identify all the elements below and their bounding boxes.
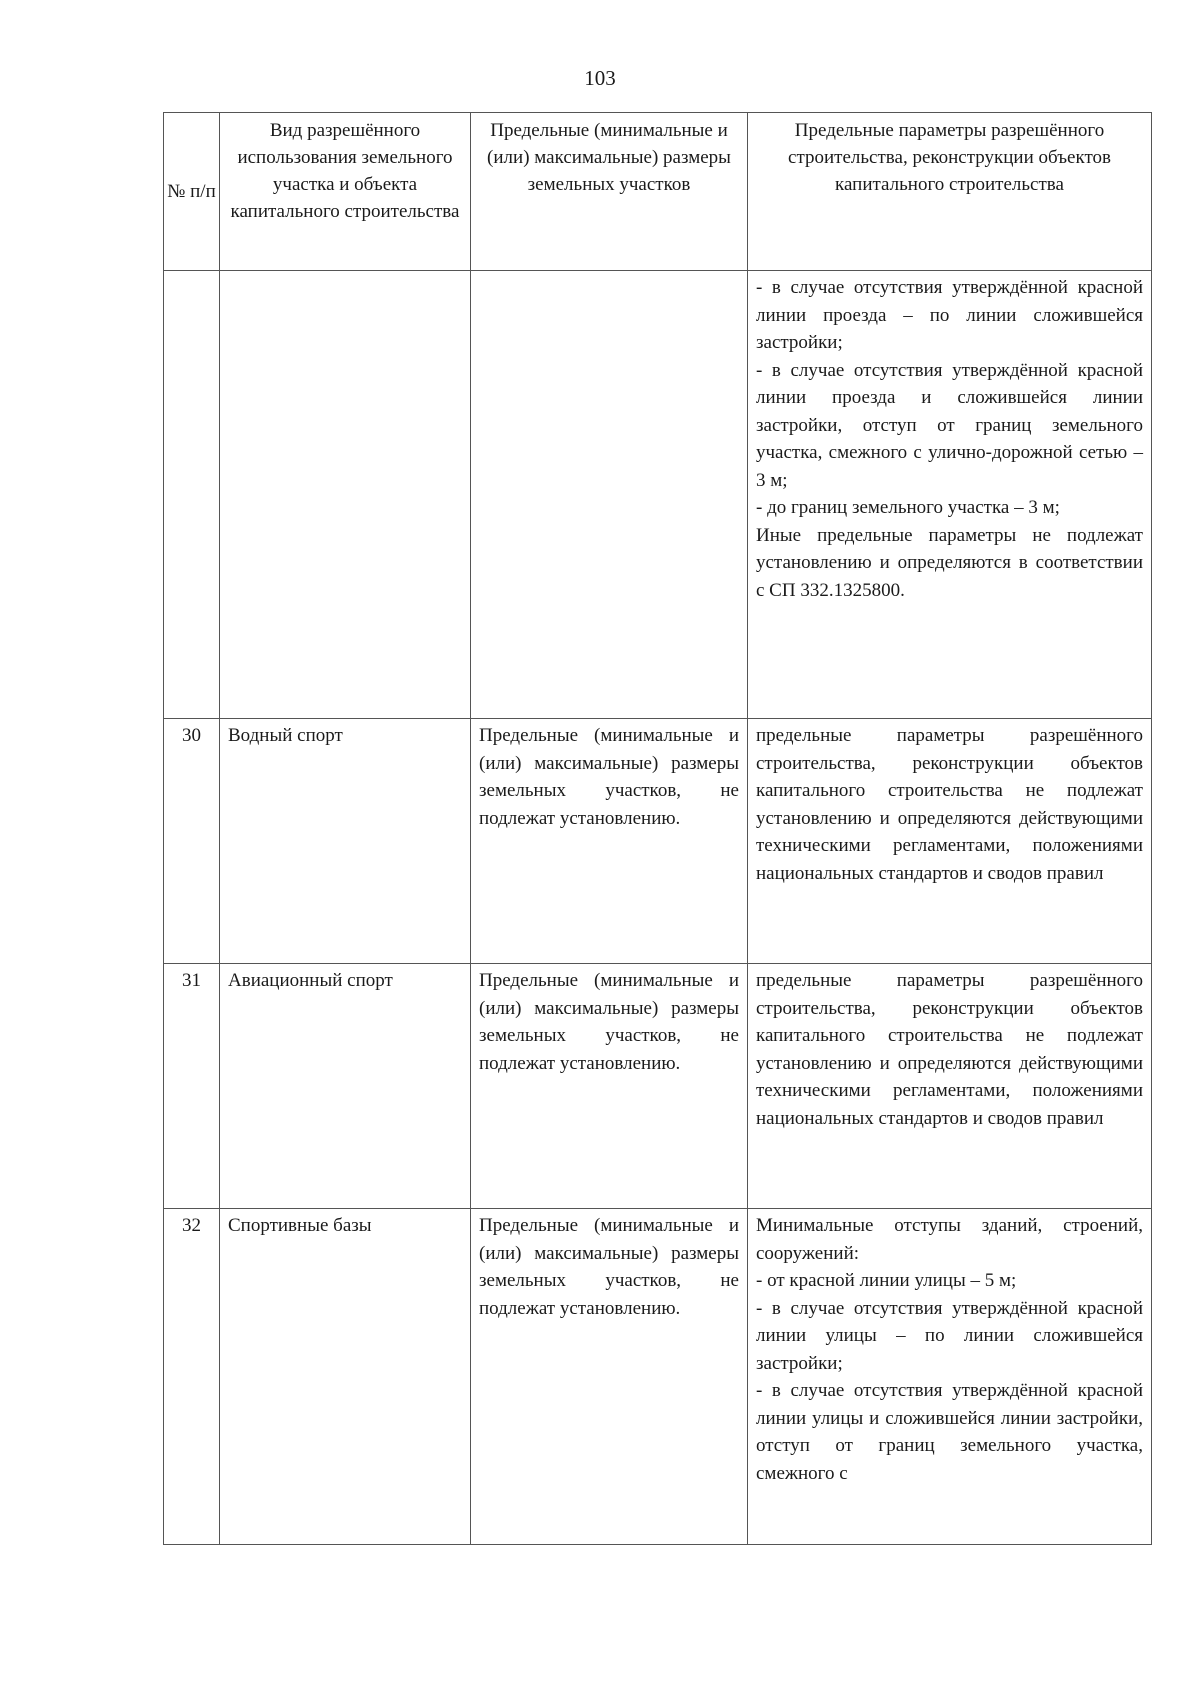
parameter-paragraph: - от красной линии улицы – 5 м;: [756, 1270, 1017, 1291]
row-number: 31: [164, 964, 220, 1209]
row-permitted-use: Водный спорт: [220, 719, 471, 964]
row-number: 32: [164, 1209, 220, 1545]
parameter-paragraph: - до границ земельного участка – 3 м;: [756, 497, 1060, 518]
header-construction-parameters: Предельные параметры разрешённого строительства, реконструкции объектов капитального строительства: [748, 113, 1152, 271]
table-row-31: [164, 964, 1152, 1209]
parameter-paragraph: Иные предельные параметры не подлежат установлению и определяются в соответствии с СП 332.1325800.: [756, 524, 1143, 601]
parameter-paragraph: предельные параметры разрешённого строительства, реконструкции объектов капитального строительства не подлежат установлению и определяются действующими техническими регламентами, положениями национальных стандартов и сводов правил: [756, 970, 1143, 1129]
table-row-30: [164, 719, 1152, 964]
row-permitted-use: Авиационный спорт: [220, 964, 471, 1209]
row-plot-size: Предельные (минимальные и (или) максимальные) размеры земельных участков, не подлежат установлению.: [471, 1209, 748, 1545]
parameter-paragraph: - в случае отсутствия утверждённой красной линии проезда и сложившейся линии застройки, отступ от границ земельного участка, смежного с улично-дорожной сетью – 3 м;: [756, 359, 1143, 491]
parameter-paragraph: - в случае отсутствия утверждённой красной линии улицы и сложившейся линии застройки, отступ от границ земельного участка, смежного с: [756, 1380, 1143, 1484]
row-parameters: [748, 271, 1152, 719]
header-permitted-use: Вид разрешённого использования земельного участка и объекта капитального строительства: [220, 113, 471, 271]
row-parameters: [748, 1209, 1152, 1545]
row-plot-size: Предельные (минимальные и (или) максимальные) размеры земельных участков, не подлежат установлению.: [471, 719, 748, 964]
row-parameters: [748, 719, 1152, 964]
parameter-paragraph: предельные параметры разрешённого строительства, реконструкции объектов капитального строительства не подлежат установлению и определяются действующими техническими регламентами, положениями национальных стандартов и сводов правил: [756, 725, 1143, 884]
row-plot-size: [471, 271, 748, 719]
row-number: [164, 271, 220, 719]
table-row-32: [164, 1209, 1152, 1545]
row-number: 30: [164, 719, 220, 964]
row-plot-size: Предельные (минимальные и (или) максимальные) размеры земельных участков, не подлежат установлению.: [471, 964, 748, 1209]
row-permitted-use: Спортивные базы: [220, 1209, 471, 1545]
header-plot-size-limits: Предельные (минимальные и (или) максимальные) размеры земельных участков: [471, 113, 748, 271]
row-permitted-use: [220, 271, 471, 719]
land-use-regulations-table: [163, 112, 1152, 1545]
parameter-paragraph: - в случае отсутствия утверждённой красной линии улицы – по линии сложившейся застройки;: [756, 1297, 1143, 1374]
parameter-paragraph: - в случае отсутствия утверждённой красной линии проезда – по линии сложившейся застройки;: [756, 277, 1143, 353]
header-number: № п/п: [164, 113, 220, 271]
parameter-paragraph: Минимальные отступы зданий, строений, сооружений:: [756, 1215, 1143, 1264]
row-parameters: [748, 964, 1152, 1209]
table-header-row: [164, 113, 1152, 271]
page-number: 103: [584, 66, 616, 90]
table-row-continuation: [164, 271, 1152, 719]
